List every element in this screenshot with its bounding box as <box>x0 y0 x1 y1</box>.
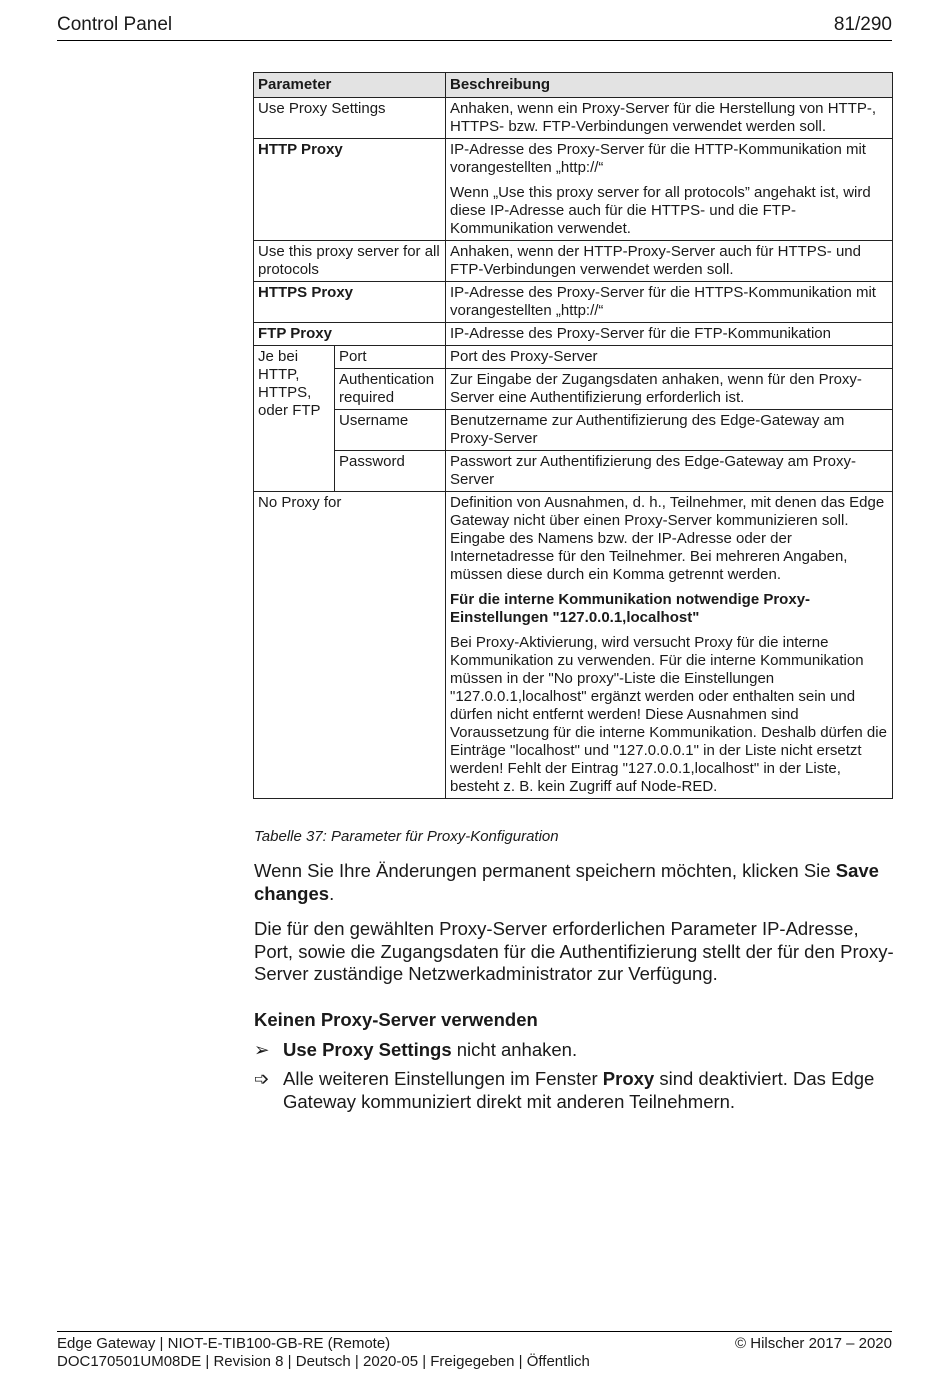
desc-cell <box>446 492 893 799</box>
header-title: Control Panel <box>57 14 173 35</box>
table-row <box>254 451 893 492</box>
sub-param-cell: Port <box>335 346 446 369</box>
table-row <box>254 282 893 323</box>
instruction-step <box>254 1039 894 1062</box>
param-cell: No Proxy for <box>254 492 446 799</box>
save-instruction-paragraph <box>254 860 894 905</box>
table-row <box>254 98 893 139</box>
param-cell: HTTP Proxy <box>254 139 446 241</box>
sub-param-cell: Username <box>335 410 446 451</box>
step-plain-text: nicht anhaken. <box>451 1039 578 1060</box>
result-bold-text: Proxy <box>602 1068 655 1089</box>
desc-text: Definition von Ausnahmen, d. h., Teilnehmer, mit denen das Edge Gateway nicht über einen Proxy-Server kommunizieren soll. Eingabe des Namens bzw. der IP-Adresse oder der Internetadresse für den Teilnehmer. Bei mehreren Angaben, müssen diese durch ein Komma getrennt werden. <box>450 494 885 583</box>
table-row <box>254 492 893 799</box>
paragraph-text: Wenn Sie Ihre Änderungen permanent speichern möchten, klicken Sie <box>254 860 836 881</box>
parameter-table <box>253 72 893 799</box>
paragraph-text: . <box>329 882 335 904</box>
result-step <box>254 1068 894 1113</box>
table-row <box>254 323 893 346</box>
param-cell: HTTPS Proxy <box>254 282 446 323</box>
desc-text: IP-Adresse des Proxy-Server für die HTTPS-Kommunikation mit vorangestellten „http://“ <box>450 284 876 319</box>
desc-cell <box>446 323 893 346</box>
desc-cell: Zur Eingabe der Zugangsdaten anhaken, wenn für den Proxy-Server eine Authentifizierung erforderlich ist. <box>446 369 893 410</box>
table-caption: Tabelle 37: Parameter für Proxy-Konfiguration <box>254 828 559 845</box>
table-row <box>254 346 893 369</box>
step-text <box>283 1039 894 1062</box>
desc-cell: Port des Proxy-Server <box>446 346 893 369</box>
section-heading: Keinen Proxy-Server verwenden <box>254 1009 538 1030</box>
desc-text: IP-Adresse des Proxy-Server für die HTTP-Kommunikation mit vorangestellten „http://“ <box>450 141 866 176</box>
info-paragraph: Die für den gewählten Proxy-Server erforderlichen Parameter IP-Adresse, Port, sowie die Zugangsdaten für die Authentifizierung stellt der für den Proxy-Server zuständige Netzwerkadministrator zur Verfügung. <box>254 918 894 984</box>
sub-param-cell: Password <box>335 451 446 492</box>
group-label-cell: Je bei HTTP, HTTPS, oder FTP <box>254 346 335 492</box>
table-row <box>254 241 893 282</box>
footer-copyright: © Hilscher 2017 – 2020 <box>735 1335 892 1352</box>
desc-cell <box>446 98 893 139</box>
save-changes-label: Save changes <box>254 860 879 904</box>
page-footer <box>57 1331 892 1371</box>
table-row <box>254 410 893 451</box>
column-header-description: Beschreibung <box>446 73 893 98</box>
desc-cell: Passwort zur Authentifizierung des Edge-Gateway am Proxy-Server <box>446 451 893 492</box>
param-cell: FTP Proxy <box>254 323 446 346</box>
step-bold-text: Use Proxy Settings <box>283 1039 452 1060</box>
desc-text: Wenn „Use this proxy server for all protocols” angehakt ist, wird diese IP-Adresse auch für die HTTPS- und die FTP-Kommunikation verwendet. <box>450 184 871 237</box>
sub-param-cell: Authentication required <box>335 369 446 410</box>
desc-note-heading: Für die interne Kommunikation notwendige Proxy-Einstellungen "127.0.0.1,localhost" <box>450 591 811 626</box>
result-text <box>283 1068 894 1113</box>
desc-text: Bei Proxy-Aktivierung, wird versucht Proxy für die interne Kommunikation zu verwenden. Für die interne Kommunikation müssen in der "No proxy"-Liste die Einstellungen "127.0.0.1,localhost" ergänzt werden oder enthalten sein und dürfen nicht entfernt werden! Diese Ausnahmen sind Voraussetzung für die interne Kommunikation. Deshalb dürfen die Einträge "localhost" und "127.0.0.0.1" in der Liste nicht ersetzt werden! Fehlt der Eintrag "127.0.0.1,localhost" in der Liste, besteht z. B. kein Zugriff auf Node-RED. <box>450 634 887 795</box>
desc-cell <box>446 241 893 282</box>
table-row <box>254 369 893 410</box>
desc-text: IP-Adresse des Proxy-Server für die FTP-Kommunikation <box>450 325 831 342</box>
page-number: 81/290 <box>833 14 892 35</box>
result-plain-text: sind deaktiviert. Das Edge Gateway kommuniziert direkt mit anderen Teilnehmern. <box>283 1068 875 1112</box>
footer-line-2: DOC170501UM08DE | Revision 8 | Deutsch | 2020-05 | Freigegeben | Öffentlich <box>57 1353 590 1370</box>
column-header-parameter: Parameter <box>254 73 446 98</box>
arrow-bullet-icon: ➢ <box>254 1039 270 1060</box>
result-plain-text: Alle weiteren Einstellungen im Fenster <box>283 1068 603 1089</box>
table-row <box>254 139 893 241</box>
param-cell: Use Proxy Settings <box>254 98 446 139</box>
footer-line-1: Edge Gateway | NIOT-E-TIB100-GB-RE (Remote) <box>57 1335 391 1352</box>
page-header <box>57 14 892 41</box>
desc-text: Anhaken, wenn der HTTP-Proxy-Server auch für HTTPS- und FTP-Verbindungen verwendet werden soll. <box>450 243 861 278</box>
desc-cell: Benutzername zur Authentifizierung des Edge-Gateway am Proxy-Server <box>446 410 893 451</box>
param-cell: Use this proxy server for all protocols <box>254 241 446 282</box>
desc-cell <box>446 139 893 241</box>
desc-cell <box>446 282 893 323</box>
result-arrow-icon: ➩ <box>254 1068 270 1089</box>
table-header-row <box>254 73 893 98</box>
desc-text: Anhaken, wenn ein Proxy-Server für die Herstellung von HTTP-, HTTPS- bzw. FTP-Verbindungen verwendet werden soll. <box>450 100 877 135</box>
